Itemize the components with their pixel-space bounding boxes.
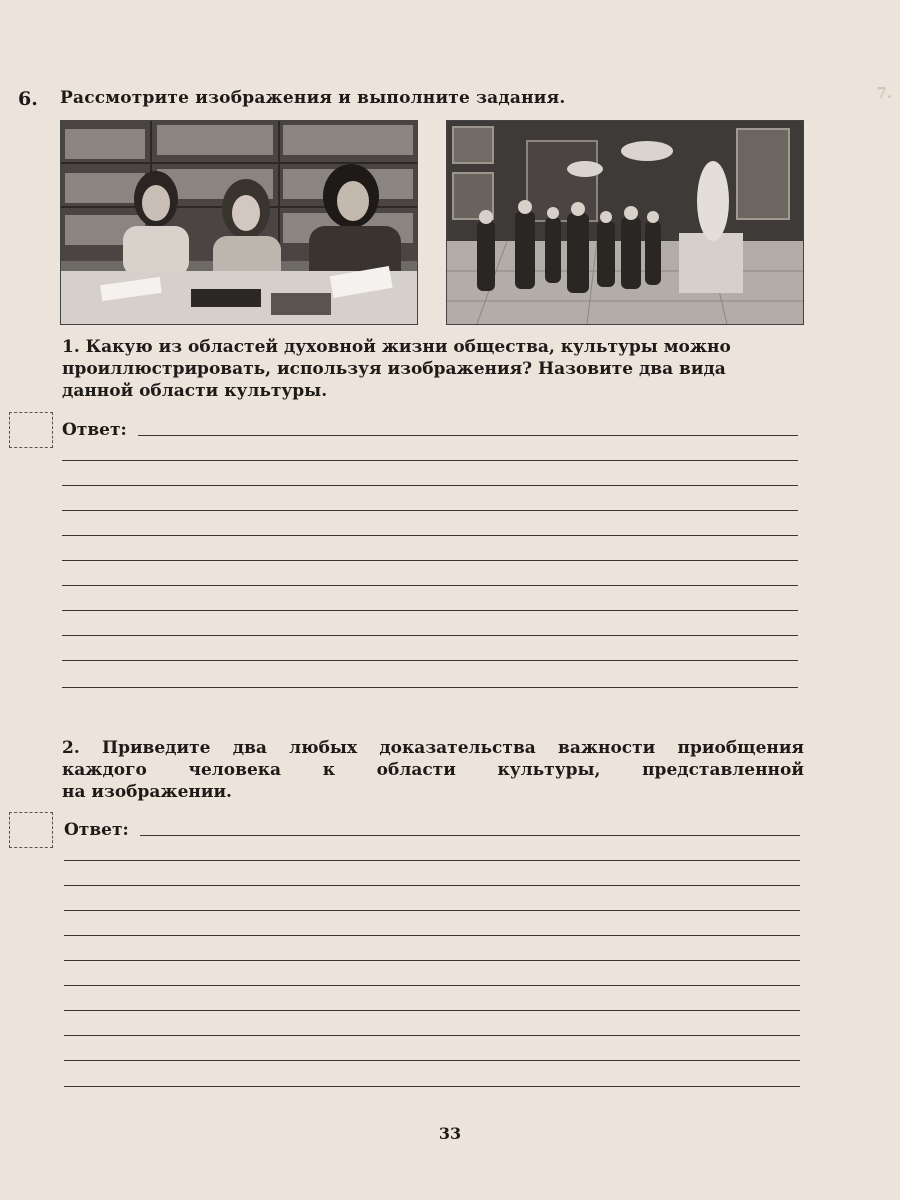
answer-line[interactable]: [64, 985, 800, 986]
answer-line[interactable]: [64, 910, 800, 911]
question-2-text: [62, 737, 804, 803]
answer-line[interactable]: [64, 960, 800, 961]
answer-label-2: Ответ:: [64, 820, 129, 840]
answer-line[interactable]: [64, 1010, 800, 1011]
task-number: 6.: [18, 88, 38, 110]
question-1-line-2: проиллюстрировать, используя изображения? Назовите два вида: [62, 359, 726, 379]
answer-line[interactable]: [64, 1086, 800, 1087]
question-2-word: человека: [188, 760, 282, 780]
answer-line[interactable]: [64, 860, 800, 861]
score-box-2[interactable]: [9, 812, 53, 848]
answer-line[interactable]: [64, 935, 800, 936]
answer-line[interactable]: [62, 510, 798, 511]
question-1-text: [62, 336, 804, 402]
museum-hall-photo: [446, 120, 804, 325]
answer-line[interactable]: [62, 585, 798, 586]
answer-line[interactable]: [62, 610, 798, 611]
question-2-line-2: [62, 759, 804, 781]
question-2-line-3: на изображении.: [62, 782, 232, 802]
answer-line[interactable]: [62, 635, 798, 636]
answer-label-1: Ответ:: [62, 420, 127, 440]
answer-line-2-first[interactable]: [140, 835, 800, 836]
library-reading-photo: [60, 120, 418, 325]
page-number: 33: [438, 1124, 462, 1143]
answer-line[interactable]: [62, 560, 798, 561]
question-2-word: к: [322, 760, 335, 780]
question-2-word: представленной: [642, 760, 804, 780]
question-2-word: каждого: [62, 760, 147, 780]
answer-line[interactable]: [62, 535, 798, 536]
question-2-line-1: 2. Приведите два любых доказательства важности приобщения: [62, 738, 804, 758]
question-1-line-1: 1. Какую из областей духовной жизни общества, культуры можно: [62, 337, 731, 357]
answer-line[interactable]: [62, 660, 798, 661]
question-2-word: области: [376, 760, 456, 780]
answer-line[interactable]: [64, 885, 800, 886]
answer-line[interactable]: [62, 687, 798, 688]
answer-line[interactable]: [64, 1035, 800, 1036]
answer-line[interactable]: [62, 485, 798, 486]
score-box-1[interactable]: [9, 412, 53, 448]
answer-line[interactable]: [64, 1060, 800, 1061]
question-1-line-3: данной области культуры.: [62, 381, 328, 401]
answer-line-1-first[interactable]: [138, 435, 798, 436]
bleed-through-text: 7.: [876, 84, 892, 102]
question-2-word: культуры,: [497, 760, 601, 780]
answer-line[interactable]: [62, 460, 798, 461]
task-intro: Рассмотрите изображения и выполните задания.: [60, 88, 566, 108]
